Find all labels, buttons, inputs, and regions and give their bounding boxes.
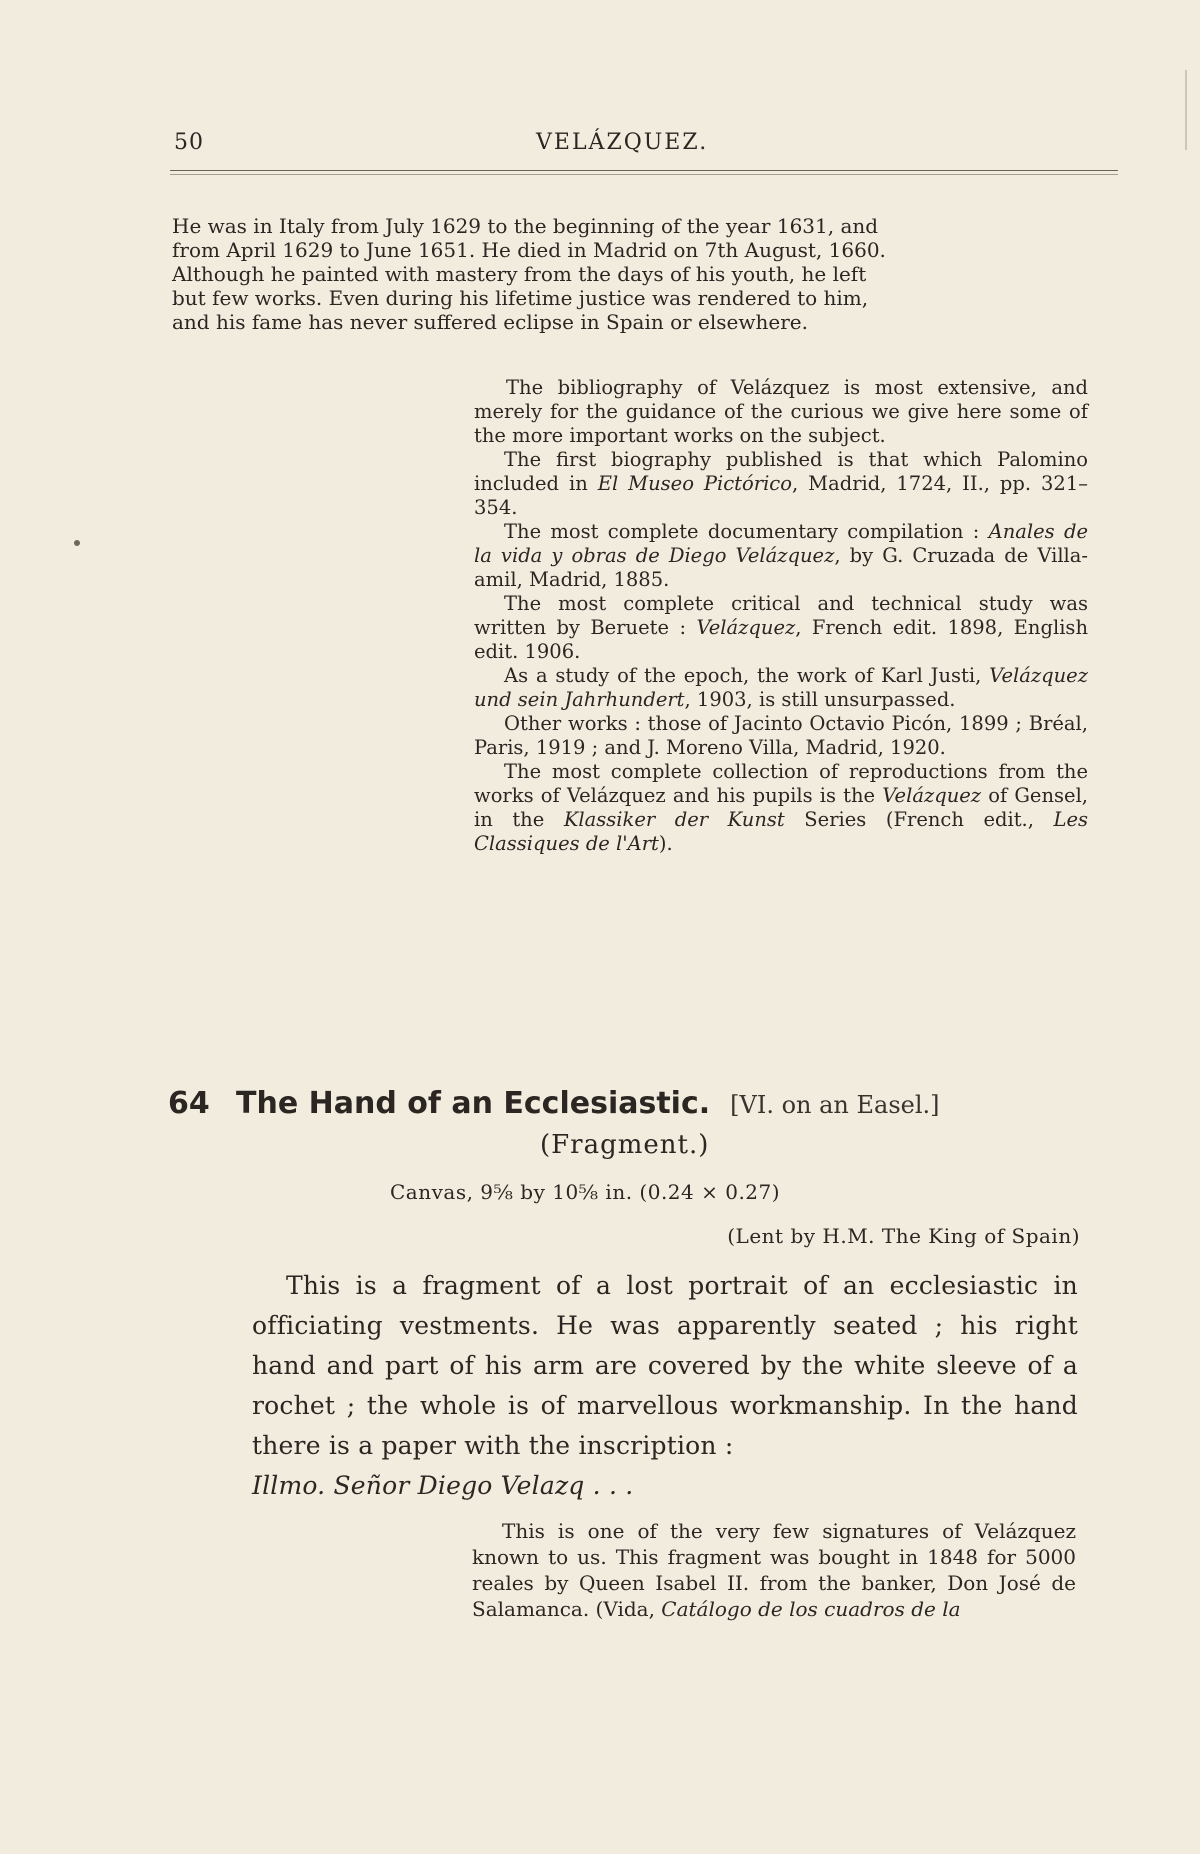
book-title: Velázquez: [696, 616, 796, 639]
page-number: 50: [174, 130, 204, 155]
book-title: Velázquez und sein Jahrhundert: [474, 664, 1088, 711]
header-rule: [170, 170, 1118, 171]
entry-description: [252, 1266, 1078, 1506]
bibliography-item: The most complete documentary compilation : Anales de la vida y obras de Diego Velázquez, by G. Cruzada de Villa-amil, Madrid, 1885.: [474, 520, 1089, 591]
bibliography-item: As a study of the epoch, the work of Karl Justi, Velázquez und sein Jahrhundert, 1903, is still unsurpassed.: [474, 664, 1088, 711]
intro-line: Although he painted with mastery from the days of his youth, he left: [172, 262, 867, 286]
margin-speck: [74, 540, 80, 546]
bibliography-notes: [474, 376, 1088, 856]
page-edge-mark: [1185, 70, 1187, 150]
entry-note: [472, 1518, 1076, 1622]
series-title: Klassiker der Kunst: [563, 808, 785, 831]
inscription-text: Illmo. Señor Diego Velazq . . .: [252, 1471, 634, 1500]
intro-paragraph: [172, 214, 1088, 334]
entry-dimensions: Canvas, 9⅝ by 10⅝ in. (0.24 × 0.27): [390, 1180, 781, 1204]
entry-title: The Hand of an Ecclesiastic.: [236, 1086, 711, 1121]
bibliography-item: Other works : those of Jacinto Octavio Picón, 1899 ; Bréal, Paris, 1919 ; and J. Moreno Villa, Madrid, 1920.: [474, 712, 1088, 759]
page-header: [170, 130, 1090, 160]
header-rule-secondary: [170, 174, 1118, 175]
bibliography-intro: The bibliography of Velázquez is most extensive, and merely for the guidance of the curious we give here some of the more important works on the subject.: [474, 376, 1088, 447]
book-title: El Museo Pictórico: [597, 472, 792, 495]
intro-line: but few works. Even during his lifetime justice was rendered to him,: [172, 286, 869, 310]
intro-line: He was in Italy from July 1629 to the beginning of the year 1631, and: [172, 214, 879, 238]
running-title: VELÁZQUEZ.: [536, 130, 709, 155]
bibliography-item: The most complete collection of reproductions from the works of Velázquez and his pupils is the Velázquez of Gensel, in the Klassiker der Kunst Series (French edit., Les Classiques de l'Art).: [474, 760, 1088, 855]
series-title: Les Classiques de l'Art: [474, 808, 1088, 855]
catalogue-title: Catálogo de los cuadros de la: [661, 1597, 961, 1621]
description-text: This is a fragment of a lost portrait of an ecclesiastic in officiating vestments. He was apparently seated ; his right hand and part of his arm are covered by the white sleeve of a rochet ; the whole is of marvellous workmanship. In the hand there is a paper with the inscription : Illmo. Señor Diego Velazq . . .: [252, 1266, 1078, 1506]
entry-number: 64: [168, 1086, 210, 1121]
entry-lender: (Lent by H.M. The King of Spain): [727, 1224, 1080, 1248]
note-text: This is one of the very few signatures of Velázquez known to us. This fragment was bought in 1848 for 5000 reales by Queen Isabel II. from the banker, Don José de Salamanca. (Vida, Catálogo de los cuadros de la: [472, 1519, 1076, 1621]
bibliography-item: The most complete critical and technical study was written by Beruete : Velázquez, French edit. 1898, English edit. 1906.: [474, 592, 1088, 663]
entry-fragment-label: (Fragment.): [540, 1130, 710, 1160]
intro-line: and his fame has never suffered eclipse in Spain or elsewhere.: [172, 310, 808, 334]
entry-location: [VI. on an Easel.]: [730, 1091, 940, 1119]
book-title: Anales de la vida y obras de Diego Velázquez: [474, 520, 1088, 567]
catalogue-entry-heading: [168, 1084, 1088, 1125]
intro-line: from April 1629 to June 1651. He died in Madrid on 7th August, 1660.: [172, 238, 886, 262]
bibliography-item: The first biography published is that which Palomino included in El Museo Pictórico, Madrid, 1724, II., pp. 321–354.: [474, 448, 1088, 519]
book-title: Velázquez: [882, 784, 982, 807]
